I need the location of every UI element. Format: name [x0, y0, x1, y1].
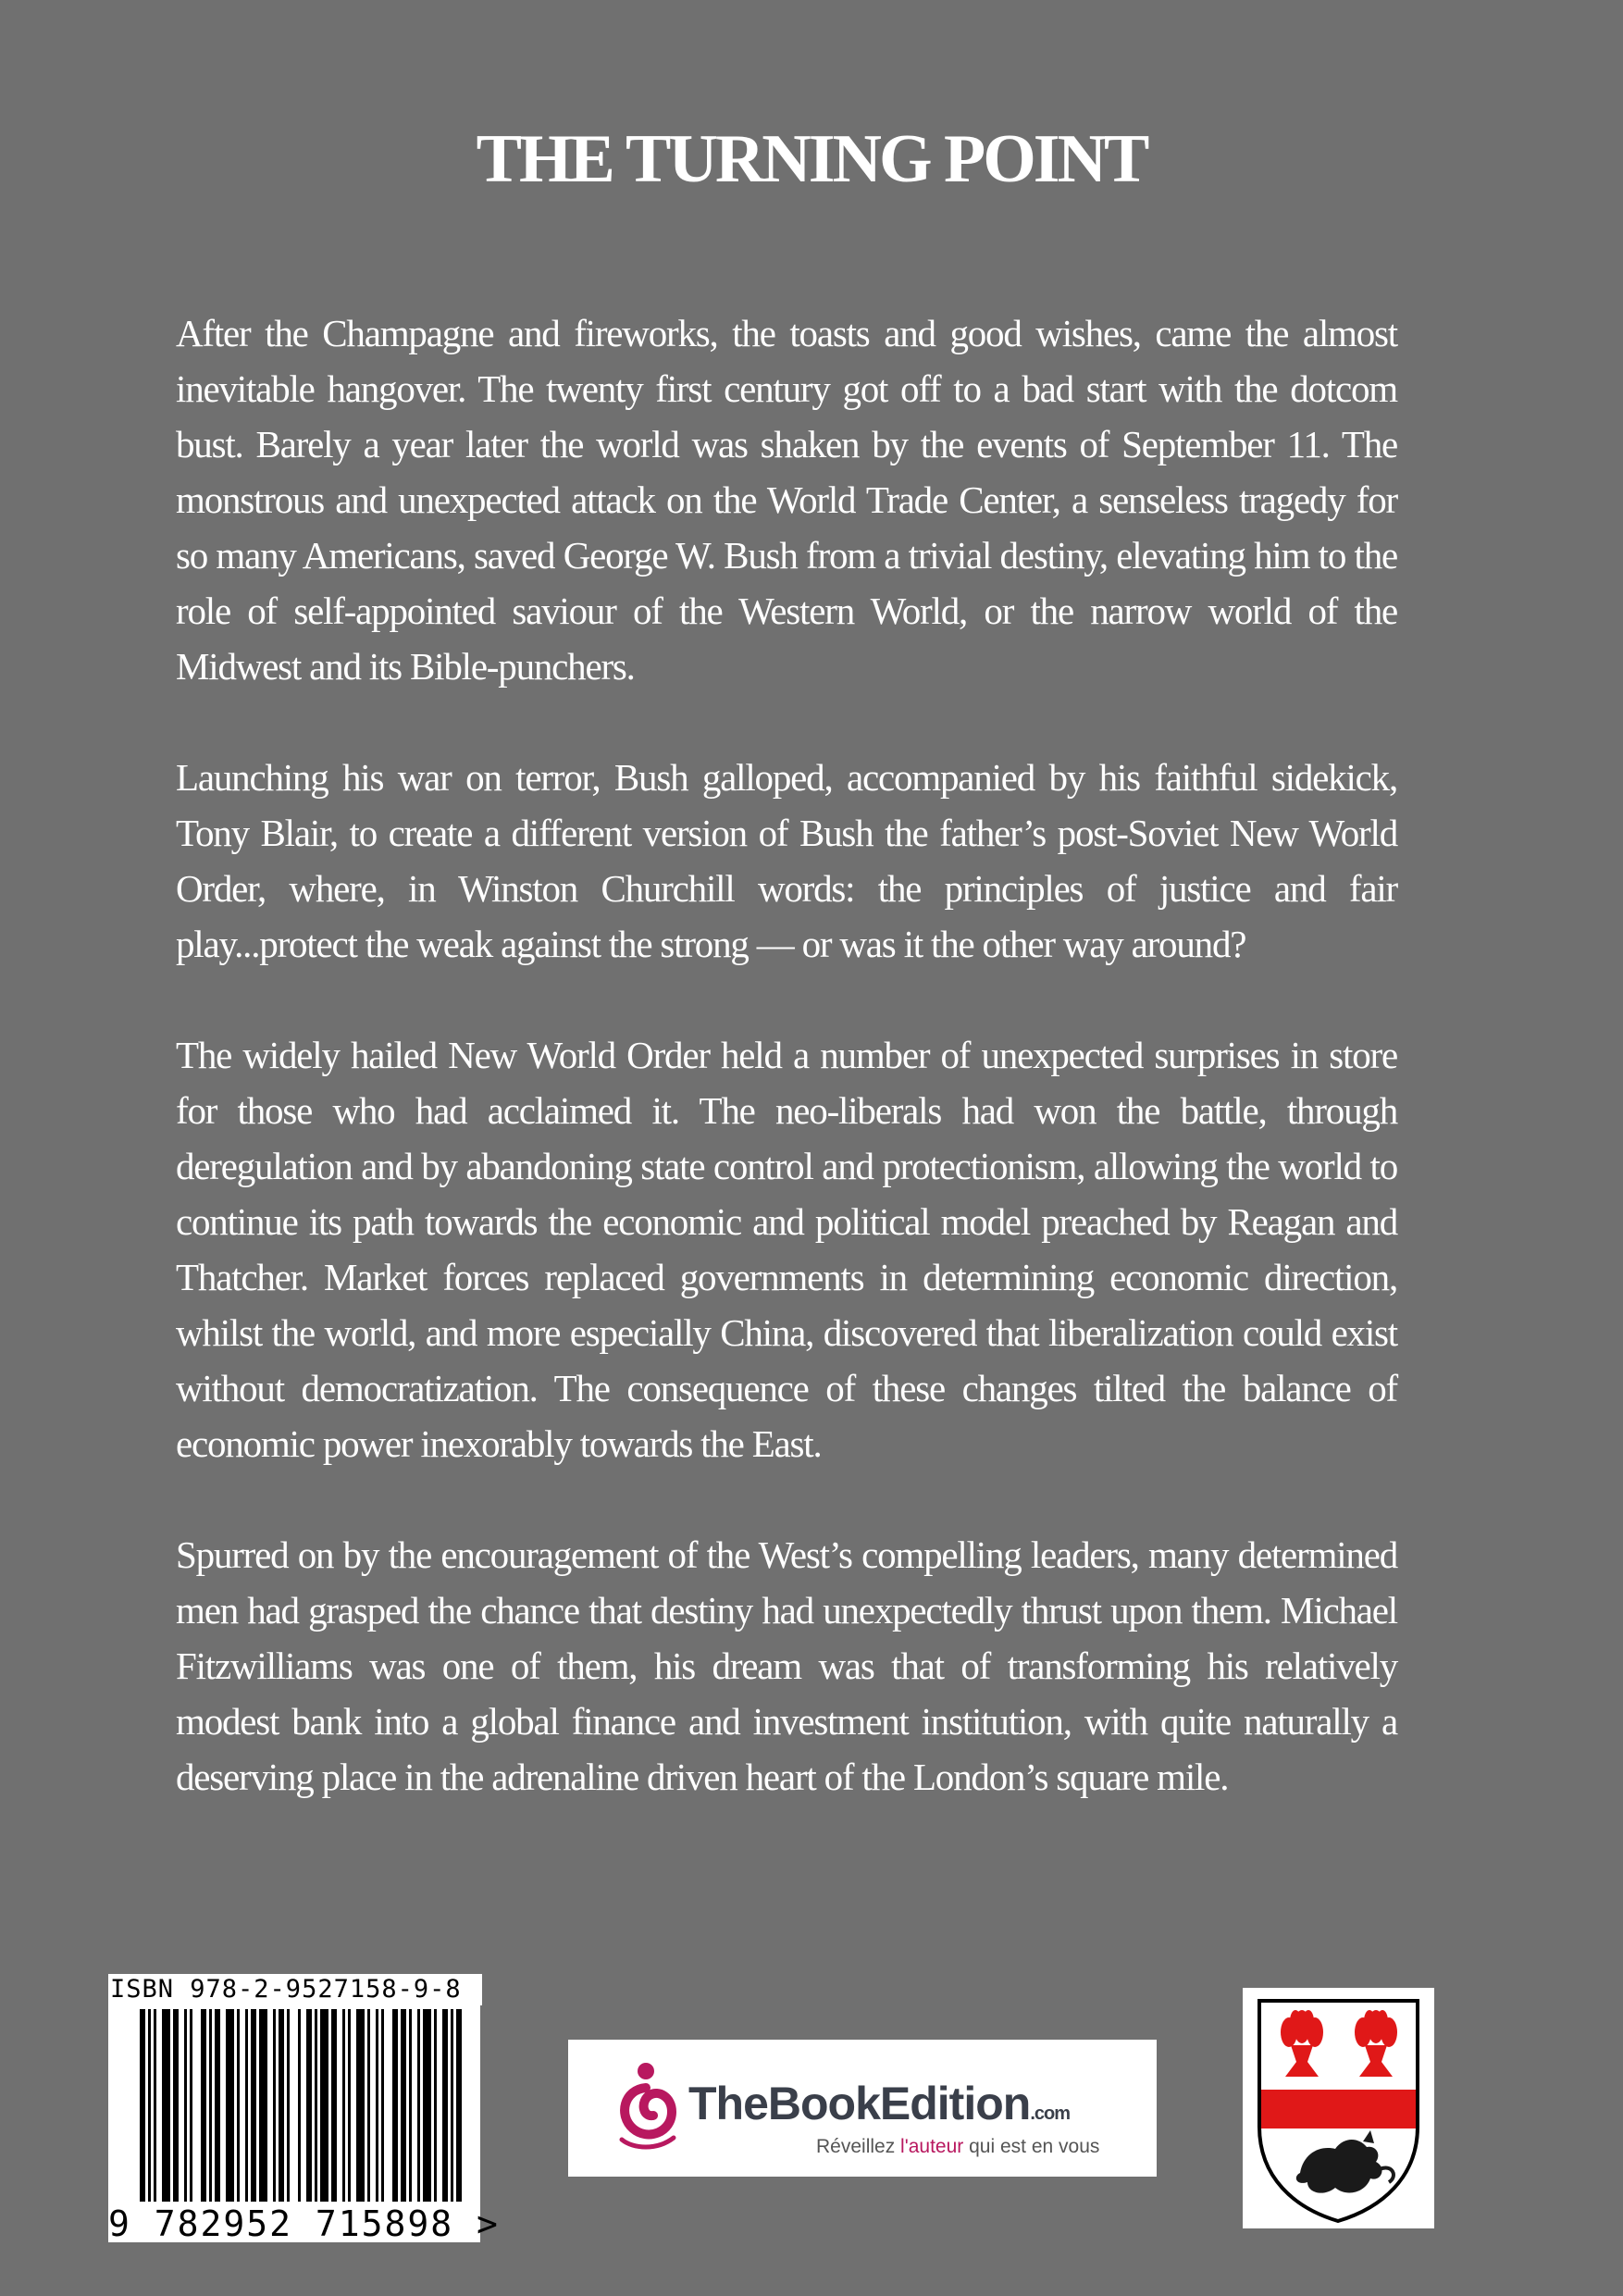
- tagline-before: Réveillez: [816, 2136, 901, 2157]
- publisher-name: [688, 2077, 1070, 2130]
- publisher-tagline: [816, 2136, 1099, 2158]
- isbn-barcode: [108, 1974, 500, 2244]
- publisher-swirl-icon: [605, 2060, 688, 2153]
- coat-of-arms: [1243, 1988, 1434, 2228]
- publisher-name-main: TheBookEdition: [688, 2078, 1031, 2129]
- isbn-digits: 9 782952 715898 >: [108, 2203, 500, 2244]
- heraldic-shield-icon: [1243, 1988, 1434, 2228]
- barcode-bars-icon: [108, 2005, 480, 2205]
- blurb-paragraph-4: Spurred on by the encouragement of the West’s compelling leaders, many determined men had grasped the chance that destiny had unexpectedly thrust upon them. Michael Fitzwilliams was one of them, his dream was that of transforming his relatively modest bank into a global finance and investment institution, with quite naturally a deserving place in the adrenaline driven heart of the London’s square mile.: [176, 1533, 1397, 1798]
- tagline-accent: l'auteur: [900, 2136, 964, 2157]
- back-cover-blurb: [176, 305, 1397, 1860]
- book-title: THE TURNING POINT: [476, 121, 1147, 197]
- blurb-paragraph-2: Launching his war on terror, Bush galloped, accompanied by his faithful sidekick, Tony Blair, to create a different version of Bush the father’s post-Soviet New World Order, where, in Winston Churchill words: the principles of justice and fair play...protect the weak against the strong — or was it the other way around?: [176, 756, 1397, 965]
- tagline-after: qui est en vous: [963, 2136, 1100, 2157]
- blurb-paragraph-1: After the Champagne and fireworks, the toasts and good wishes, came the almost inevitable hangover. The twenty first century got off to a bad start with the dotcom bust. Barely a year later the world was shaken by the events of September 11. The monstrous and unexpected attack on the World Trade Center, a senseless tragedy for so many Americans, saved George W. Bush from a trivial destiny, elevating him to the role of self-appointed saviour of the Western World, or the narrow world of the Midwest and its Bible-punchers.: [176, 312, 1397, 688]
- publisher-logo: [568, 2040, 1157, 2177]
- publisher-name-suffix: .com: [1030, 2104, 1070, 2124]
- isbn-label: ISBN 978-2-9527158-9-8: [108, 1974, 482, 2005]
- blurb-paragraph-3: The widely hailed New World Order held a number of unexpected surprises in store for those who had acclaimed it. The neo-liberals had won the battle, through deregulation and by abandoning state control and protectionism, allowing the world to continue its path towards the economic and political model preached by Reagan and Thatcher. Market forces replaced governments in determining economic direction, whilst the world, and more especially China, discovered that liberalization could exist without democratization. The consequence of these changes tilted the balance of economic power inexorably towards the East.: [176, 1034, 1397, 1465]
